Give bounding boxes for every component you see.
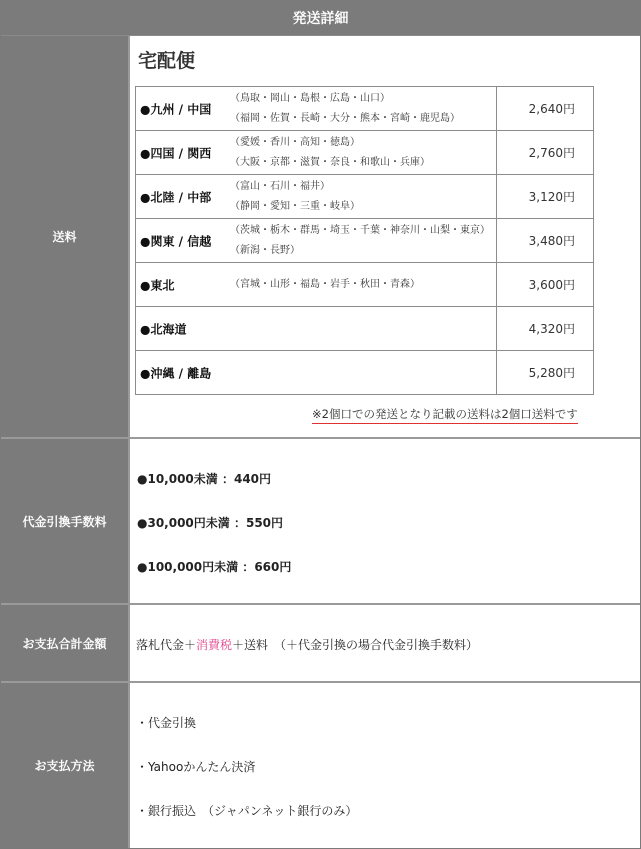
price-cell: 3,600円 [497,263,594,307]
prefecture-line: （鳥取・岡山・島根・広島・山口） [230,92,390,104]
region-cell [136,175,497,219]
payment-method-item: ・Yahooかんたん決済 [136,760,256,774]
shipping-note: ※2個口での発送となり記載の送料は2個口送料です [312,406,578,424]
total-formula [136,636,478,653]
table-row [136,307,594,351]
total-amount-content [130,605,640,681]
formula-part: ＋送料 （＋代金引換の場合代金引換手数料） [232,638,479,652]
region-name: ●四国 / 関西 [140,146,212,160]
cod-fee-item [137,558,291,575]
table-row [136,87,594,131]
table-row [136,263,594,307]
formula-part: 落札代金＋ [136,638,197,652]
panel-header [1,1,640,36]
region-prefectures [230,275,420,295]
fee-condition: ●10,000未満 ： [137,472,234,486]
region-prefectures [230,221,490,261]
region-cell [136,131,497,175]
consumption-tax-text: 消費税 [196,638,233,652]
cod-fee-content [130,439,640,603]
prefecture-line: （福岡・佐賀・長崎・大分・熊本・宮崎・鹿児島） [230,112,460,124]
price-cell: 2,760円 [497,131,594,175]
payment-method-content [130,683,640,848]
payment-method-item: ・銀行振込 （ジャパンネット銀行のみ） [136,804,358,818]
fee-condition: ●30,000円未満 ： [137,516,246,530]
prefecture-line: （大阪・京都・滋賀・奈良・和歌山・兵庫） [230,156,430,168]
prefecture-line: （富山・石川・福井） [230,180,330,192]
total-amount-label: お支払合計金額 [1,605,130,681]
shipping-content [130,36,640,437]
prefecture-line: （新潟・長野） [230,244,300,256]
region-prefectures [230,89,460,129]
delivery-method-title: 宅配便 [138,50,196,72]
fee-amount: 660円 [254,560,292,574]
region-cell [136,219,497,263]
table-row [136,351,594,395]
fee-amount: 440円 [233,472,272,486]
table-row [136,131,594,175]
payment-method-row [1,683,640,848]
region-cell [136,263,497,307]
prefecture-line: （静岡・愛知・三重・岐阜） [230,200,360,212]
region-name: ●東北 [140,278,175,292]
region-prefectures [230,133,430,173]
cod-fee-item [137,514,283,531]
fee-amount: 550円 [245,516,284,530]
cod-fee-label: 代金引換手数料 [1,439,130,603]
region-name: ●関東 / 信越 [140,234,212,248]
region-cell [136,87,497,131]
shipping-label: 送料 [1,36,130,437]
cod-fee-row [1,439,640,605]
price-cell: 4,320円 [497,307,594,351]
region-cell [136,307,497,351]
region-prefectures [230,177,360,217]
shipping-row [1,36,640,439]
payment-method-item: ・代金引換 [136,716,197,730]
payment-method-label: お支払方法 [1,683,130,848]
table-row [136,219,594,263]
panel-title: 発送詳細 [292,11,349,27]
fee-condition: ●100,000円未満 ： [137,560,255,574]
prefecture-line: （宮城・山形・福島・岩手・秋田・青森） [230,278,420,290]
region-name: ●北海道 [140,322,187,336]
table-row [136,175,594,219]
prefecture-line: （茨城・栃木・群馬・埼玉・千葉・神奈川・山梨・東京） [230,224,490,236]
price-cell: 2,640円 [497,87,594,131]
prefecture-line: （愛媛・香川・高知・徳島） [230,136,360,148]
total-amount-row [1,605,640,683]
region-name: ●九州 / 中国 [140,102,212,116]
shipping-rate-table [135,86,594,395]
region-cell [136,351,497,395]
price-cell: 5,280円 [497,351,594,395]
cod-fee-item [137,470,271,487]
price-cell: 3,480円 [497,219,594,263]
region-name: ●北陸 / 中部 [140,190,212,204]
region-name: ●沖縄 / 離島 [140,366,212,380]
price-cell: 3,120円 [497,175,594,219]
